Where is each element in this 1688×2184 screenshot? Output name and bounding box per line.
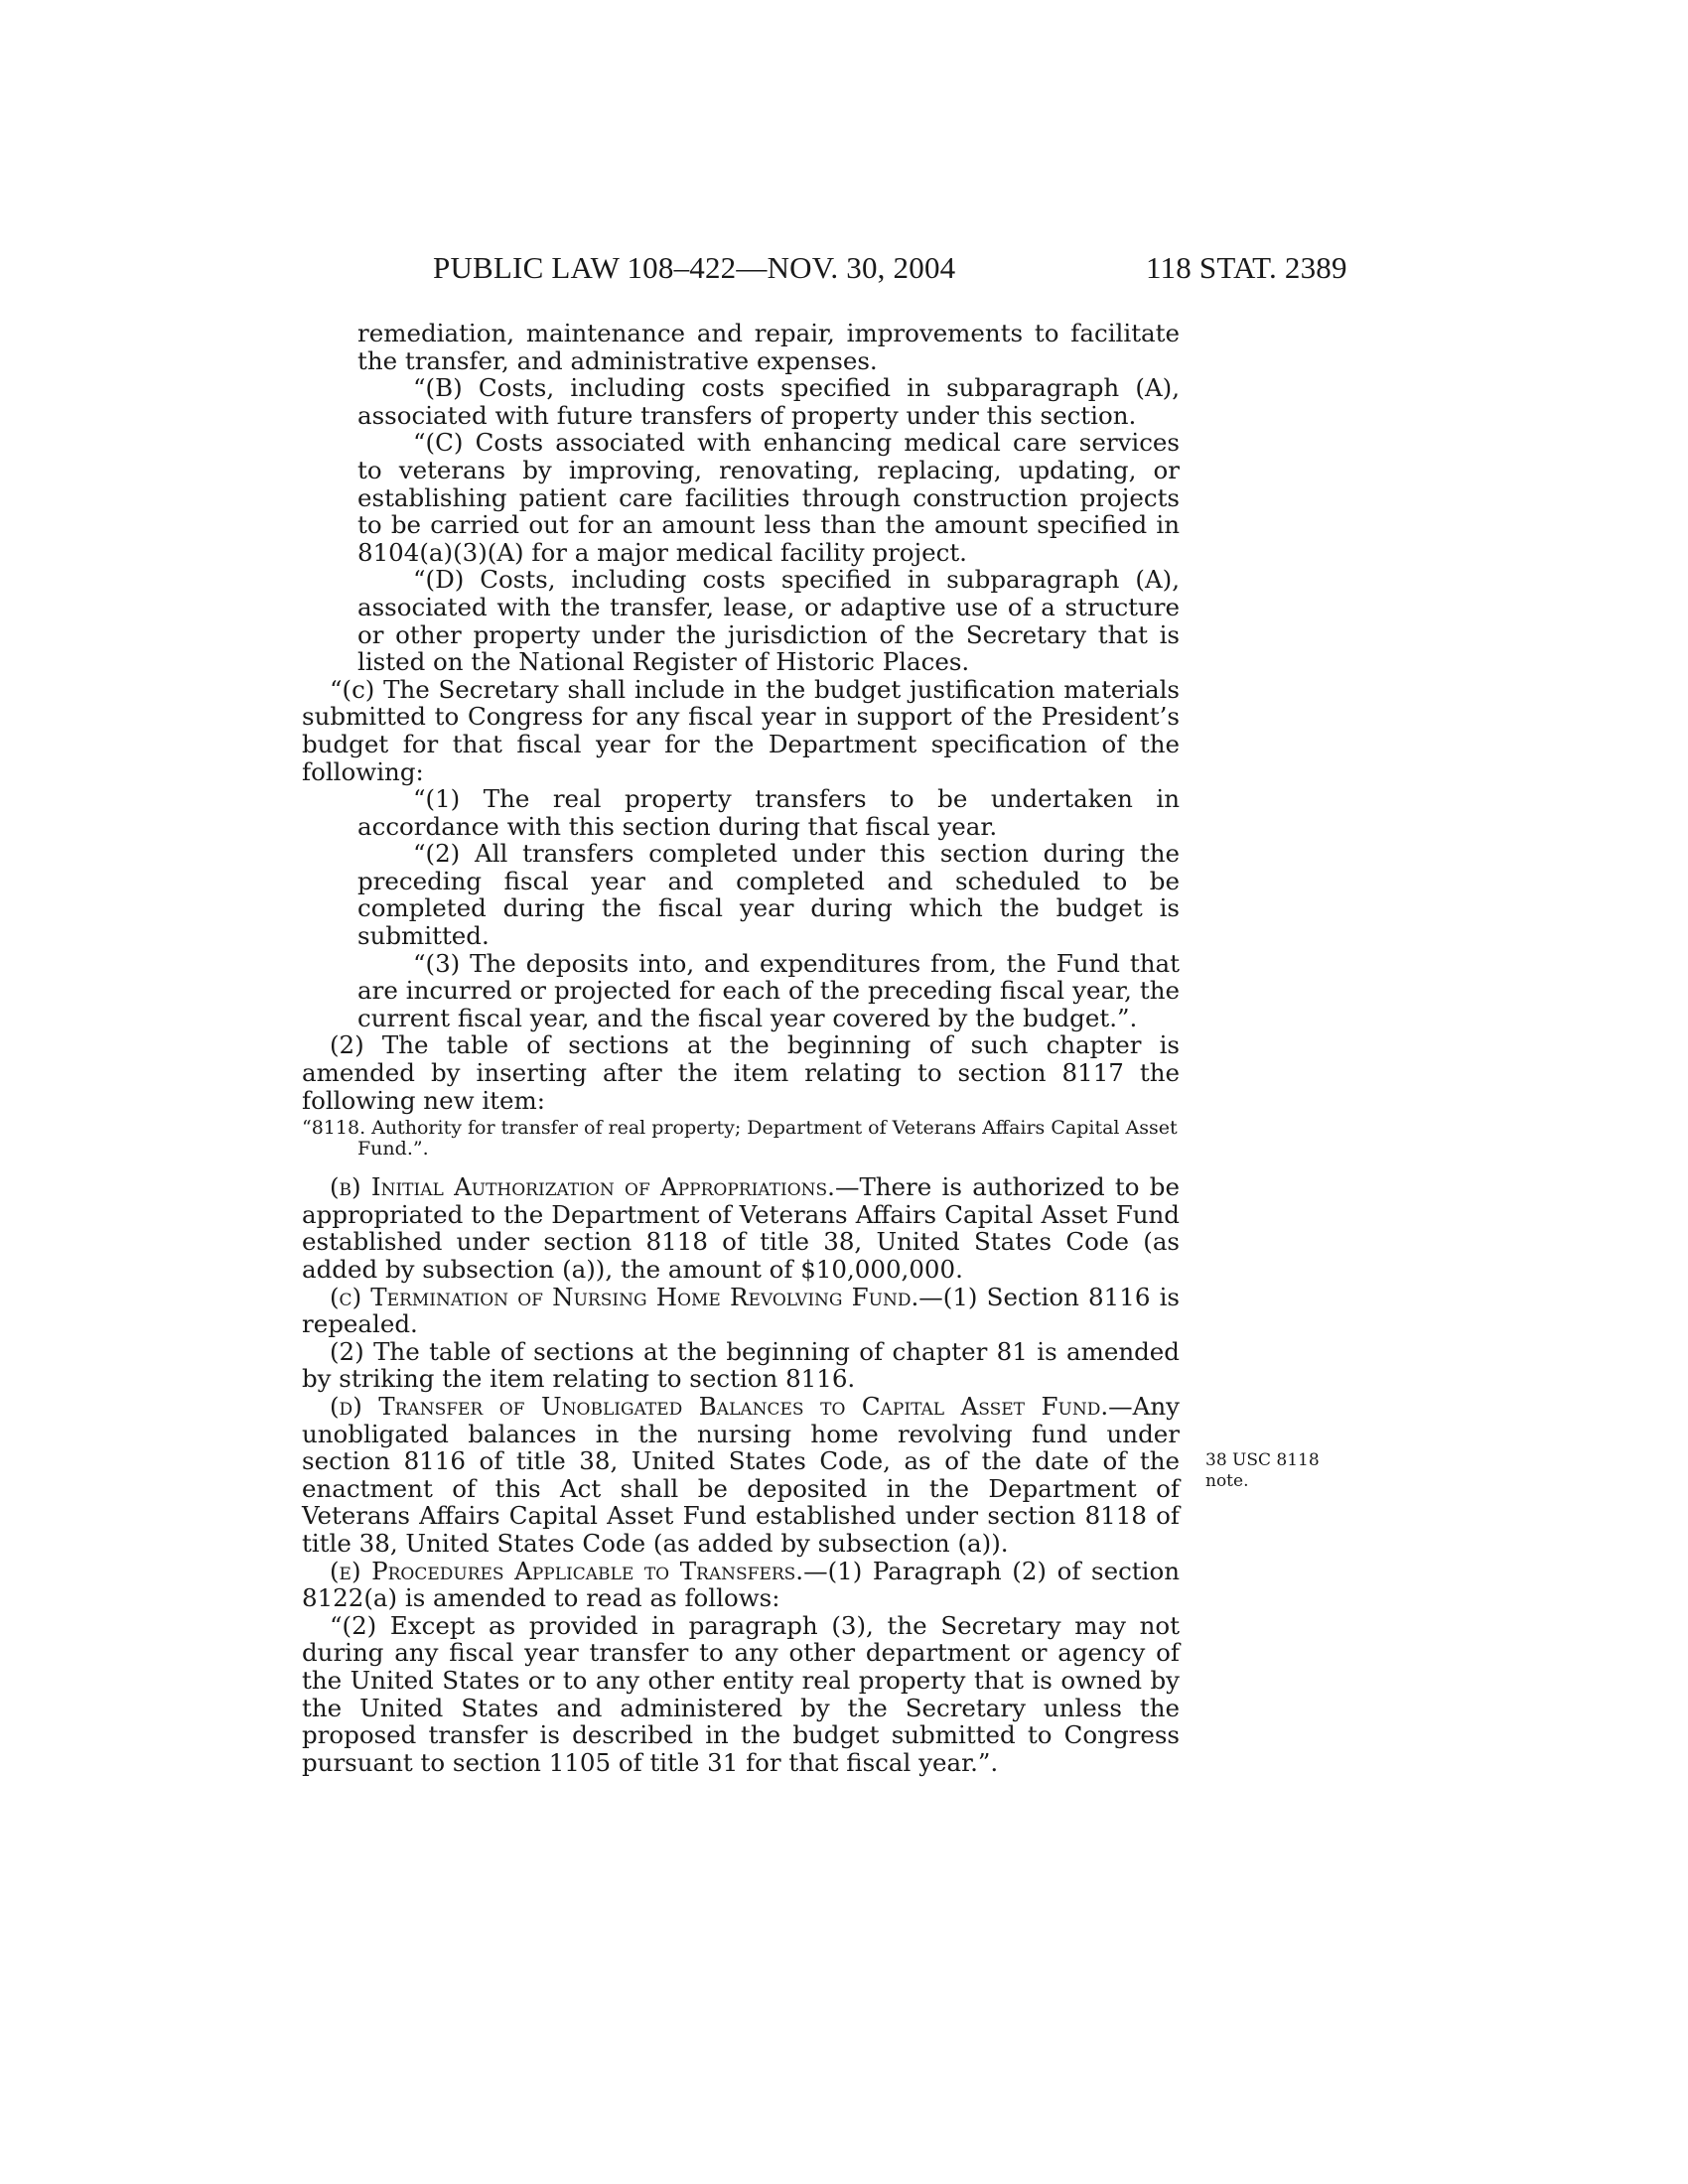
subsection-e-heading: (e) Procedures Applicable to Transfers.: [330, 1556, 804, 1585]
subsection-b-heading: (b) Initial Authorization of Appropriations.: [330, 1172, 835, 1202]
subsection-c-paragraph-2: (2) The table of sections at the beginning of chapter 81 is amended by striking the item relating to section 8116.: [302, 1336, 1180, 1394]
margin-note-citation: 38 USC 8118: [1205, 1450, 1320, 1470]
running-head: [0, 250, 1688, 290]
paragraph-2-amendment: (2) The table of sections at the beginning of such chapter is amended by inserting after the item relating to section 8117 the following new item:: [302, 1030, 1180, 1115]
subsection-d: [302, 1393, 1180, 1558]
subparagraph-a-continuation: remediation, maintenance and repair, improvements to facilitate the transfer, and administrative expenses.: [357, 319, 1180, 375]
statute-page-number: 118 STAT. 2389: [1146, 250, 1347, 285]
subsection-c: [302, 1284, 1180, 1338]
subsection-c-text: —(1) Section 8116 is repealed.: [302, 1282, 1180, 1339]
quoted-paragraph-2: “(2) All transfers completed under this section during the preceding fiscal year and completed and scheduled to be completed during the fiscal year during which the budget is submitted.: [357, 839, 1180, 951]
subsection-c-quoted: “(c) The Secretary shall include in the budget justification materials submitted to Congress for any fiscal year in support of the President’s budget for that fiscal year for the Department specification of the following:: [302, 674, 1180, 786]
quoted-paragraph-3: “(3) The deposits into, and expenditures from, the Fund that are incurred or projected for each of the preceding fiscal year, the current fiscal year, and the fiscal year covered by the budget.”.: [357, 948, 1180, 1032]
subsection-b-text: —There is authorized to be appropriated to the Department of Veterans Affairs Capital Asset Fund established under section 8118 of title 38, United States Code (as added by subsection (a)), the amount of $10,000,000.: [302, 1172, 1180, 1284]
margin-note-label: note.: [1205, 1471, 1249, 1491]
table-of-sections-item: “8118. Authority for transfer of real property; Department of Veterans Affairs Capital Asset Fund.”.: [302, 1117, 1178, 1160]
quoted-paragraph-1: “(1) The real property transfers to be undertaken in accordance with this section during that fiscal year.: [357, 784, 1180, 841]
margin-note: [1205, 1450, 1344, 1492]
subsection-d-heading: (d) Transfer of Unobligated Balances to Capital Asset Fund.: [330, 1391, 1109, 1421]
law-title: PUBLIC LAW 108–422—NOV. 30, 2004: [433, 250, 956, 285]
subsection-c-quoted-block: [302, 676, 1180, 785]
body-text: [302, 320, 1180, 1776]
subsection-c-heading: (c) Termination of Nursing Home Revolving Fund.: [330, 1282, 919, 1311]
subsection-e-text: —(1) Paragraph (2) of section 8122(a) is amended to read as follows:: [302, 1556, 1180, 1613]
subparagraph-c: “(C) Costs associated with enhancing medical care services to veterans by improving, renovating, replacing, updating, or establishing patient care facilities through construction projects to be carried out for an amount less than the amount specified in 8104(a)(3)(A) for a major medical facility project.: [357, 428, 1180, 567]
subparagraph-d: “(D) Costs, including costs specified in subparagraph (A), associated with the transfer, lease, or adaptive use of a structure or other property under the jurisdiction of the Secretary that is listed on the National Register of Historic Places.: [357, 565, 1180, 677]
subsection-d-text: —Any unobligated balances in the nursing home revolving fund under section 8116 of title 38, United States Code, as of the date of the enactment of this Act shall be deposited in the Department of Veterans Affairs Capital Asset Fund established under section 8118 of title 38, United States Code (as added by subsection (a)).: [302, 1391, 1180, 1558]
subparagraph-b: “(B) Costs, including costs specified in subparagraph (A), associated with future transfers of property under this section.: [357, 373, 1180, 430]
subsection-b: [302, 1173, 1180, 1283]
subparagraph-block: [302, 320, 1180, 676]
subsection-e-quoted-paragraph: “(2) Except as provided in paragraph (3), the Secretary may not during any fiscal year transfer to any other department or agency of the United States or to any other entity real property that is owned by the United States and administered by the Secretary unless the proposed transfer is described in the budget submitted to Congress pursuant to section 1105 of title 31 for that fiscal year.”.: [302, 1610, 1180, 1777]
subsection-e: [302, 1558, 1180, 1612]
quoted-paragraph-block: [302, 785, 1180, 1031]
